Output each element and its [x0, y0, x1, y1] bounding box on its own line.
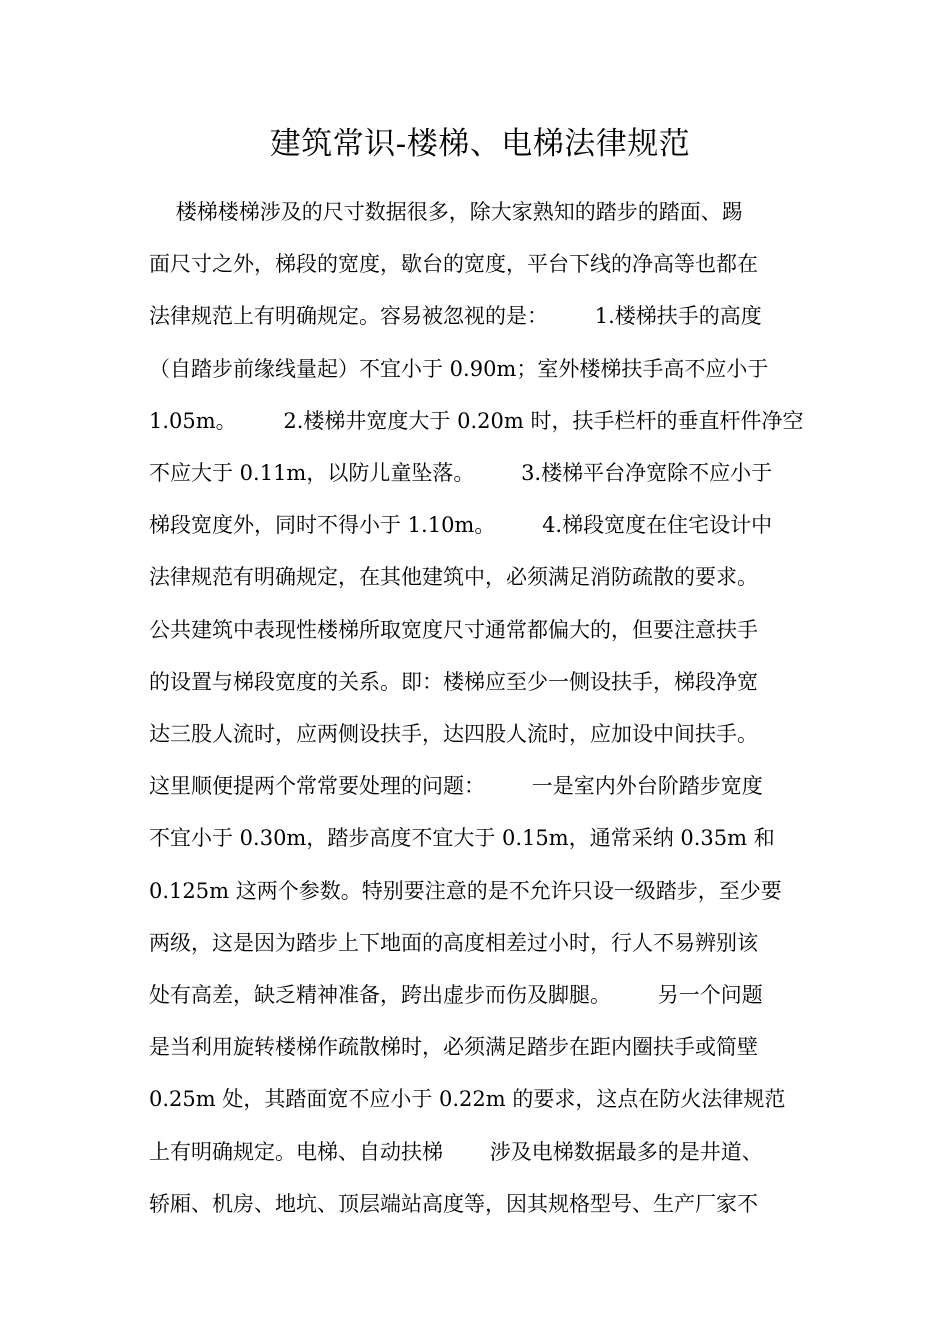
text-line: 0.125m 这两个参数。特别要注意的是不允许只设一级踏步，至少要 — [149, 878, 782, 903]
text-line: 两级，这是因为踏步上下地面的高度相差过小时，行人不易辨别该 — [149, 930, 758, 955]
text-line: 法律规范上有明确规定。容易被忽视的是： 1.楼梯扶手的高度 — [149, 304, 762, 329]
text-line: 这里顺便提两个常常要处理的问题： 一是室内外台阶踏步宽度 — [149, 774, 763, 799]
text-line: 不应大于 0.11m，以防儿童坠落。 3.楼梯平台净宽除不应小于 — [149, 461, 773, 485]
text-line: 的设置与梯段宽度的关系。即：楼梯应至少一侧设扶手，梯段净宽 — [149, 669, 758, 694]
text-line: 梯段宽度外，同时不得小于 1.10m。 4.梯段宽度在住宅设计中 — [149, 513, 773, 538]
text-line: 轿厢、机房、地坑、顶层端站高度等，因其规格型号、生产厂家不 — [149, 1191, 758, 1216]
text-line: 1.05m。 2.楼梯井宽度大于 0.20m 时，扶手栏杆的垂直杆件净空 — [149, 408, 804, 433]
text-line: 公共建筑中表现性楼梯所取宽度尺寸通常都偏大的，但要注意扶手 — [149, 617, 758, 642]
text-line: （自踏步前缘线量起）不宜小于 0.90m；室外楼梯扶手高不应小于 — [149, 356, 769, 381]
text-line: 上有明确规定。电梯、自动扶梯 涉及电梯数据最多的是井道、 — [149, 1139, 763, 1164]
text-line: 达三股人流时，应两侧设扶手，达四股人流时，应加设中间扶手。 — [149, 722, 758, 746]
text-line: 法律规范有明确规定，在其他建筑中，必须满足消防疏散的要求。 — [149, 565, 758, 590]
text-line: 面尺寸之外，梯段的宽度，歇台的宽度，平台下线的净高等也都在 — [149, 252, 758, 277]
document-title: 建筑常识-楼梯、电梯法律规范 — [269, 126, 691, 162]
text-line: 是当利用旋转楼梯作疏散梯时，必须满足踏步在距内圈扶手或简壁 — [149, 1035, 758, 1060]
text-line: 不宜小于 0.30m，踏步高度不宜大于 0.15m，通常采纳 0.35m 和 — [149, 826, 775, 851]
text-line: 楼梯楼梯涉及的尺寸数据很多，除大家熟知的踏步的踏面、踢 — [149, 200, 743, 224]
text-line: 0.25m 处，其踏面宽不应小于 0.22m 的要求，这点在防火法律规范 — [149, 1087, 786, 1112]
text-line: 处有高差，缺乏精神准备，跨出虚步而伤及脚腿。 另一个问题 — [149, 983, 763, 1007]
